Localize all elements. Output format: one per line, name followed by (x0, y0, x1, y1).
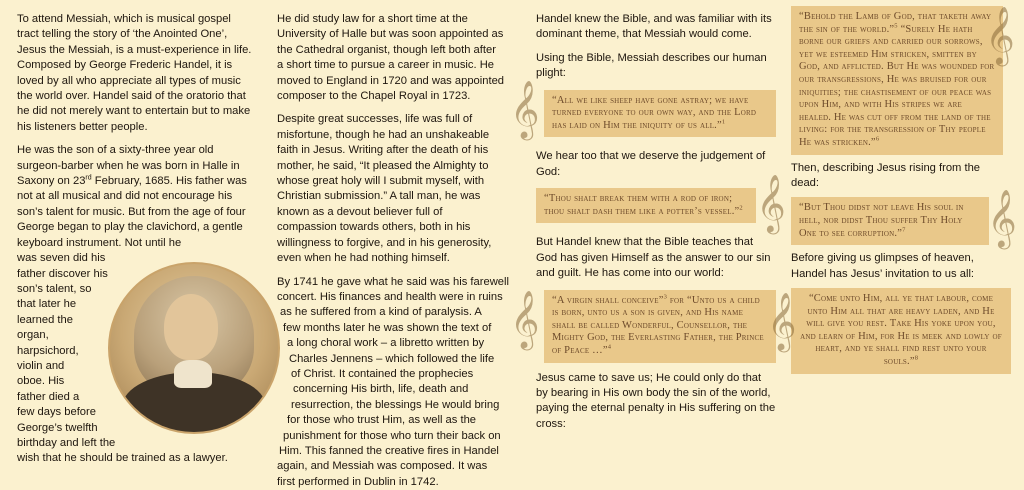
quote-box-3: 𝄞 “A virgin shall conceive”$^3$ for “Unto us a child is born, unto us a son is given, and His name shall be called Wonderful, Counsellor, the Mighty God, the Everlasting Father, the Prince of Peace …”$^4$ (544, 290, 776, 363)
judgement-paragraph: We hear too that we deserve the judgement of God: (536, 149, 776, 180)
paragraph-line: of Christ. It contained the prophecies (277, 367, 505, 382)
paragraph-line: as he suffered from a kind of paralysis. A (277, 305, 505, 320)
rising-paragraph: Then, describing Jesus rising from the dead: (791, 161, 1011, 192)
treble-clef-icon: 𝄞 (987, 193, 1017, 243)
quote-box-5: 𝄞 “But Thou didst not leave His soul in hell, nor didst Thou suffer Thy Holy One to see corruption.”$^7$ (791, 197, 989, 245)
birth-paragraph: He was the son of a sixty-three year old surgeon-barber when he was born in Halle in Saxony on 23rd February, 1685. His father was not at all musical and did not encourage his son’s talent for music. But from the age of four George began to play the clavichord, a gentle keyboard instrument. Not until he (17, 143, 253, 251)
column-4 (791, 6, 1011, 374)
bible-theme-paragraph: Handel knew the Bible, and was familiar with its dominant theme, that Messiah would come. (536, 12, 776, 43)
quote-box-2: 𝄞 “Thou shalt break them with a rod of iron; thou shalt dash them like a potter’s vessel.”$^2$ (536, 188, 756, 223)
faith-paragraph: Despite great successes, life was full of misfortune, though he had an unshakeable faith in Jesus. Writing after the death of his mother, he said, “It pleased the Almighty to whose great holy will I submit myself, with Christian submission.” A tall man, he was known as a devout believer full of compassion towards others, both in his willingness to forgive, and in his generosity, even when he had nothing himself. (277, 112, 505, 266)
wrap-line: that later he (17, 297, 253, 312)
wrap-line: harpsichord, (17, 344, 253, 359)
law-paragraph: He did study law for a short time at the University of Halle but was soon appointed as the Cathedral organist, though left both after a short time to pursue a career in music. He moved to England in 1720 and was appointed composer to the Chapel Royal in 1723. (277, 12, 505, 104)
paragraph-line: punishment for those who turn their back on (277, 429, 505, 444)
paragraph-line: By 1741 he gave what he said was his farewell (277, 275, 505, 290)
human-plight-paragraph: Using the Bible, Messiah describes our human plight: (536, 51, 776, 82)
paragraph-line: first performed in Dublin in 1742. (277, 475, 505, 490)
quote-box-4: 𝄞 “Behold the Lamb of God, that taketh away the sin of the world.”$^5$ “Surely He hath borne our griefs and carried our sorrows, yet we esteemed Him stricken, smitten by God, and afflicted. But He was wounded for our transgressions, He was bruised for our iniquities; the chastisement of our peace was upon Him, and with His stripes we are healed. He was cut off from the land of the living: for the transgression of Thy people He was stricken.”$^6$ (791, 6, 1003, 155)
treble-clef-icon: 𝄞 (756, 178, 786, 228)
wrap-line: was seven did his (17, 251, 253, 266)
answer-paragraph: But Handel knew that the Bible teaches that God has given Himself as the answer to our sin and guilt. He has come into our world: (536, 235, 776, 281)
save-us-paragraph: Jesus came to save us; He could only do that by bearing in His own body the sin of the world, paying the eternal penalty in His suffering on the cross: (536, 371, 776, 433)
handel-portrait (108, 262, 280, 434)
treble-clef-icon: 𝄞 (510, 84, 540, 134)
wrap-line: learned the (17, 313, 253, 328)
quote-box-6: 𝄞 “Come unto Him, all ye that labour, come unto Him all that are heavy laden, and He will give you rest. Take His yoke upon you, and learn of Him, for He is meek and lowly of heart, and ye shall find rest unto your souls.”$^8$ (791, 288, 1011, 374)
paragraph-line: Charles Jennens – which followed the life (277, 352, 505, 367)
paragraph-line: for those who trust Him, as well as the (277, 413, 505, 428)
treble-clef-icon: 𝄞 (985, 10, 1015, 60)
quote-box-1: 𝄞 “All we like sheep have gone astray; we have turned everyone to our own way, and the Lord has laid on Him the iniquity of us all.”$^1$ (544, 90, 776, 138)
wrap-line: George’s twelfth (17, 421, 253, 436)
treble-clef-icon: 𝄞 (510, 294, 540, 344)
wrap-line: violin and (17, 359, 253, 374)
heaven-paragraph: Before giving us glimpses of heaven, Handel has Jesus’ invitation to us all: (791, 251, 1011, 282)
messiah-composed-paragraph (277, 275, 505, 490)
paragraph-line: concerning His birth, life, death and (277, 382, 505, 397)
treble-clef-icon: 𝄞 (767, 296, 797, 346)
wrap-line: father died a (17, 390, 253, 405)
wrap-line: son’s talent, so (17, 282, 253, 297)
paragraph-line: few months later he was shown the text of (277, 321, 505, 336)
column-3 (536, 12, 776, 440)
paragraph-line: again, and Messiah was composed. It was (277, 459, 505, 474)
paragraph-line: concert. His finances and health were in ruins (277, 290, 505, 305)
wrap-line: father discover his (17, 267, 253, 282)
paragraph-line: a long choral work – a libretto written by (277, 336, 505, 351)
wrap-line: birthday and left the (17, 436, 253, 451)
wrap-line: oboe. His (17, 374, 253, 389)
intro-paragraph: To attend Messiah, which is musical gospel tract telling the story of ‘the Anointed One’, Jesus the Messiah, is a must-experience in life. Composed by George Frederic Handel, it is loved by all who appreciate all types of music the world over. Handel said of the oratorio that he did not merely want to entertain but to make his listeners better people. (17, 12, 253, 135)
paragraph-line: Him. This fanned the creative fires in Handel (277, 444, 505, 459)
wrap-line: few days before (17, 405, 253, 420)
paragraph-line: resurrection, the blessings He would bring (277, 398, 505, 413)
wrap-line: organ, (17, 328, 253, 343)
column-2 (277, 12, 505, 490)
last-line: wish that he should be trained as a lawyer. (17, 451, 253, 466)
